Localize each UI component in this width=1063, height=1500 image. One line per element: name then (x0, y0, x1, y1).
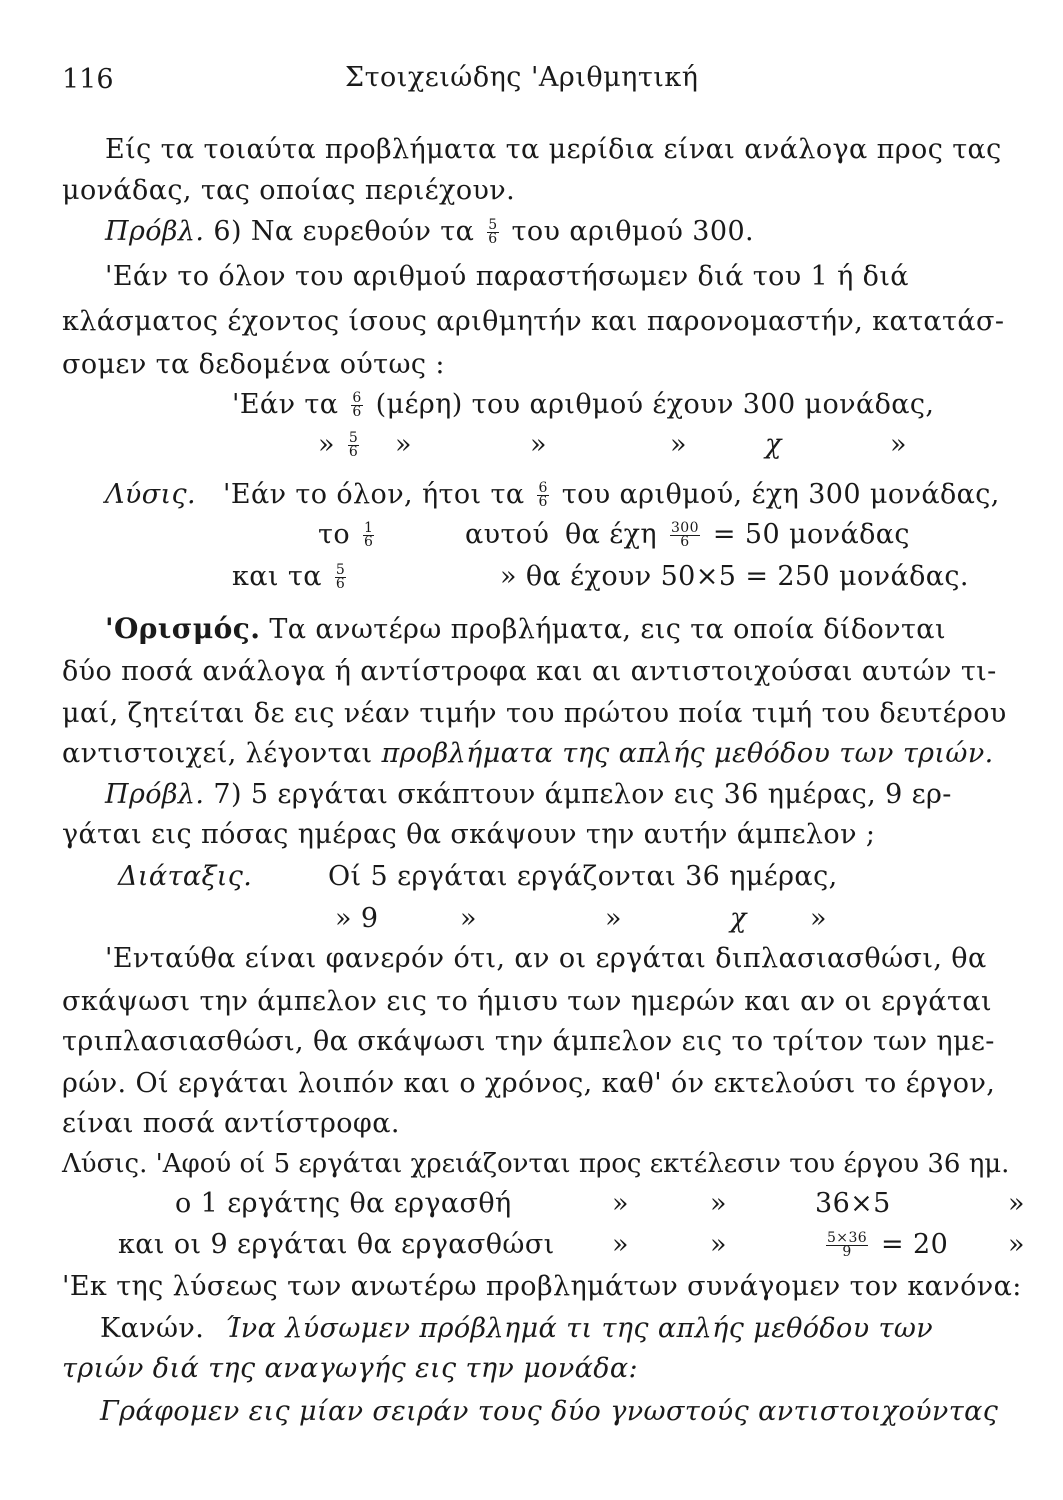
ditto-mark: » (710, 1188, 727, 1219)
denominator: 6 (680, 534, 690, 550)
denominator: 6 (352, 404, 362, 420)
text-span: θα έχη (565, 519, 657, 550)
ditto-mark: » (1008, 1229, 1025, 1260)
ditto-mark: » (612, 1188, 629, 1219)
text-line: δύο ποσά ανάλογα ή αντίστροφα και αι αντιστοιχούσαι αυτών τι- (62, 656, 997, 687)
text-line: 'Ενταύθα είναι φανερόν ότι, αν οι εργάται διπλασιασθώσι, θα (105, 943, 987, 974)
ditto-mark: » (318, 429, 335, 460)
text-line: σομεν τα δεδομένα ούτως : (62, 349, 445, 380)
denominator: 6 (348, 444, 359, 460)
text-line: Είς τα τοιαύτα προβλήματα τα μερίδια είναι ανάλογα προς τας (105, 134, 1002, 165)
text-span: 'Εάν το όλον, ήτοι τα (223, 479, 525, 510)
ditto-mark: » (395, 429, 412, 460)
ditto-mark: » (890, 429, 907, 460)
denominator: 6 (538, 494, 548, 510)
problem-label: Πρόβλ. (105, 216, 205, 247)
text-line: 'Εάν το όλον του αριθμού παραστήσωμεν διά του 1 ή διά (105, 261, 909, 292)
text-span: αντιστοιχεί, λέγονται (62, 738, 373, 769)
numerator: 1 (363, 520, 374, 536)
numerator: 6 (538, 480, 548, 496)
problem-6-line (105, 215, 754, 249)
ditto-mark: » (810, 903, 827, 934)
ditto-mark: » (612, 1229, 629, 1260)
text-line: 'Εκ της λύσεως των ανωτέρω προβλημάτων συνάγομεν τον κανόνα: (62, 1271, 1022, 1302)
text-span: Τα ανωτέρω προβλήματα, εις τα οποία δίδονται (269, 614, 946, 645)
fraction (670, 522, 700, 549)
text-line: τριπλασιασθώσι, θα σκάψωσι την άμπελον εις το τρίτον των ημε- (62, 1026, 995, 1057)
arrangement-line (232, 388, 934, 422)
text-span: το (318, 519, 350, 550)
text-span: » θα έχουν 50×5 = 250 μονάδας. (500, 561, 969, 592)
unknown-x: χ (765, 429, 782, 460)
text-span: 6) Να ευρεθούν τα (213, 216, 475, 247)
result-line (822, 1228, 948, 1262)
text-line: Λύσις. 'Αφού οί 5 εργάται χρειάζονται προς εκτέλεσιν του έργου 36 ημ. (62, 1149, 1010, 1179)
fraction (826, 1232, 868, 1259)
text-span: (μέρη) του αριθμού έχουν 300 μονάδας, (375, 389, 935, 420)
rule-label: Κανών. (100, 1313, 205, 1344)
text-span: αυτού (465, 519, 550, 550)
denominator: 6 (335, 576, 346, 592)
italic-text: τριών διά της αναγωγής εις την μονάδα: (62, 1353, 639, 1384)
ditto-mark: » (530, 429, 547, 460)
solution-line (318, 518, 378, 552)
fraction (335, 564, 346, 591)
text-line: είναι ποσά αντίστροφα. (62, 1108, 400, 1139)
denominator: 6 (363, 534, 374, 550)
rule-line (100, 1312, 933, 1346)
text-span: = 20 (881, 1229, 949, 1260)
denominator: 9 (842, 1244, 852, 1260)
fraction (487, 219, 498, 246)
running-title: Στοιχειώδης 'Αριθμητική (345, 62, 699, 93)
text-span: ο 1 εργάτης θα εργασθή (175, 1188, 512, 1219)
arrangement-label: Διάταξις. (118, 861, 253, 892)
fraction (348, 432, 359, 459)
text-span: του αριθμού, έχη 300 μονάδας, (561, 479, 1000, 510)
denominator: 6 (488, 231, 498, 247)
text-span: και οι 9 εργάται θα εργασθώσι (118, 1229, 555, 1260)
numerator: 5 (488, 217, 498, 233)
ditto-mark: » (460, 903, 477, 934)
italic-text: Γράφομεν εις μίαν σειράν τους δύο γνωστούς αντιστοιχούντας (100, 1396, 999, 1427)
text-span: » 9 (335, 903, 379, 934)
definition-line (105, 612, 946, 647)
unknown-x: χ (730, 903, 747, 934)
problem-7-line (105, 778, 952, 812)
numerator: 5 (348, 430, 359, 446)
text-span: του αριθμού 300. (511, 216, 754, 247)
text-line: γάται εις πόσας ημέρας θα σκάψουν την αυτήν άμπελον ; (62, 819, 876, 850)
solution-label: Λύσις. (105, 479, 197, 510)
text-span: 36×5 (815, 1188, 891, 1219)
text-line: μαί, ζητείται δε εις νέαν τιμήν του πρώτου ποία τιμή του δευτέρου (62, 698, 1007, 729)
numerator: 5×36 (827, 1230, 868, 1246)
fraction (537, 482, 548, 509)
ditto-mark: » (1008, 1188, 1025, 1219)
text-line: κλάσματος έχοντος ίσους αριθμητήν και παρονομαστήν, κατατάσ- (62, 306, 1005, 337)
text-span: = 50 μονάδας (712, 519, 910, 550)
result-line (565, 518, 910, 552)
problem-label: Πρόβλ. (105, 779, 205, 810)
numerator: 300 (670, 520, 699, 536)
page-number: 116 (62, 64, 114, 95)
text-span: Οί 5 εργάται εργάζονται 36 ημέρας, (328, 861, 838, 892)
fraction (363, 522, 374, 549)
solution-line (232, 560, 350, 594)
ditto-mark: » (605, 903, 622, 934)
text-span: 'Εάν τα (232, 389, 339, 420)
italic-text: Ίνα λύσωμεν πρόβλημά τι της απλής μεθόδου των (225, 1313, 934, 1344)
ditto-mark: » (710, 1229, 727, 1260)
fraction (351, 392, 362, 419)
definition-label: 'Ορισμός. (105, 612, 261, 645)
italic-term: προβλήματα της απλής μεθόδου των τριών. (381, 738, 994, 769)
numerator: 5 (335, 562, 346, 578)
arrangement-line (318, 428, 363, 462)
text-span: και τα (232, 561, 322, 592)
text-line: ρών. Οί εργάται λοιπόν και ο χρόνος, καθ' όν εκτελούσι το έργον, (62, 1068, 996, 1099)
numerator: 6 (352, 390, 362, 406)
text-line (62, 737, 994, 771)
text-line: μονάδας, τας οποίας περιέχουν. (62, 175, 516, 206)
text-span: 7) 5 εργάται σκάπτουν άμπελον εις 36 ημέρας, 9 ερ- (213, 779, 952, 810)
ditto-mark: » (670, 429, 687, 460)
solution-line (105, 478, 1000, 512)
text-line: σκάψωσι την άμπελον εις το ήμισυ των ημερών και αν οι εργάται (62, 986, 992, 1017)
